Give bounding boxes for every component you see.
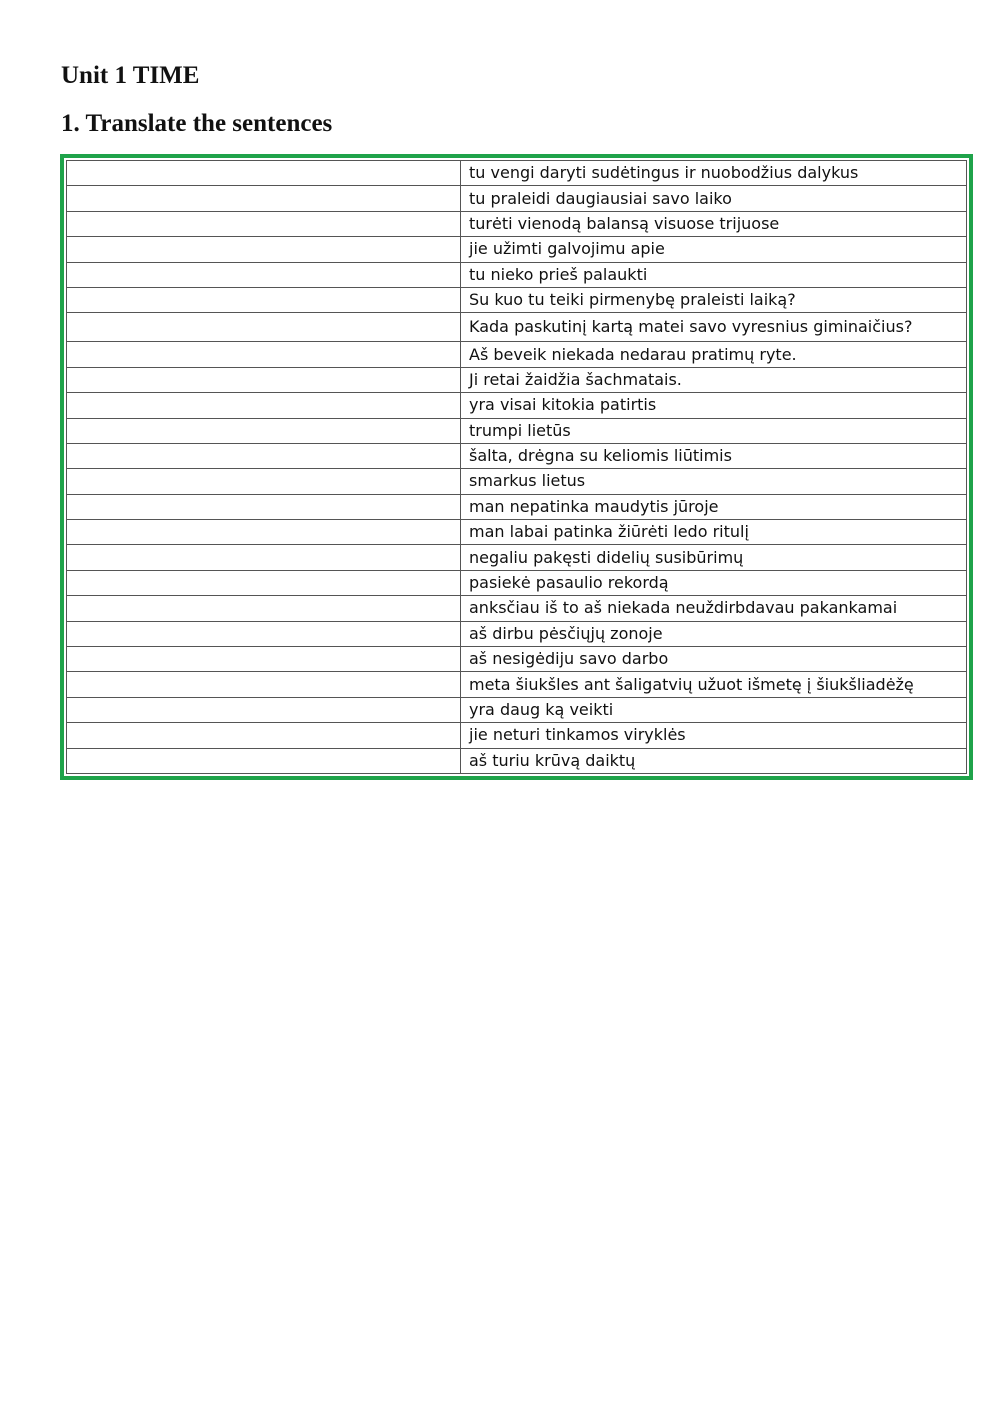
answer-input[interactable]: [67, 444, 460, 468]
table-row: [67, 545, 967, 570]
table-row: [67, 723, 967, 748]
answer-cell: [67, 697, 461, 722]
source-sentence: Kada paskutinį kartą matei savo vyresnius giminaičius?: [461, 313, 967, 342]
source-sentence: tu nieko prieš palaukti: [461, 262, 967, 287]
source-sentence: man labai patinka žiūrėti ledo ritulį: [461, 520, 967, 545]
answer-input[interactable]: [67, 212, 460, 236]
exercise-title: 1. Translate the sentences: [61, 110, 333, 137]
source-sentence: smarkus lietus: [461, 469, 967, 494]
translation-table-frame: [60, 154, 973, 780]
table-row: [67, 237, 967, 262]
table-row: [67, 186, 967, 211]
source-sentence: Aš beveik niekada nedarau pratimų ryte.: [461, 342, 967, 367]
source-sentence: jie neturi tinkamos viryklės: [461, 723, 967, 748]
answer-cell: [67, 313, 461, 342]
table-row: [67, 262, 967, 287]
source-sentence: tu vengi daryti sudėtingus ir nuobodžius dalykus: [461, 161, 967, 186]
table-row: [67, 418, 967, 443]
answer-cell: [67, 621, 461, 646]
translation-table: [66, 160, 967, 774]
answer-cell: [67, 418, 461, 443]
translation-table-body: [67, 161, 967, 774]
table-row: [67, 469, 967, 494]
source-sentence: man nepatinka maudytis jūroje: [461, 494, 967, 519]
source-sentence: šalta, drėgna su keliomis liūtimis: [461, 443, 967, 468]
answer-cell: [67, 161, 461, 186]
answer-input[interactable]: [67, 545, 460, 569]
table-row: [67, 287, 967, 312]
answer-input[interactable]: [67, 263, 460, 287]
answer-input[interactable]: [67, 723, 460, 747]
answer-input[interactable]: [67, 288, 460, 312]
answer-input[interactable]: [67, 698, 460, 722]
table-row: [67, 367, 967, 392]
source-sentence: Su kuo tu teiki pirmenybę praleisti laiką?: [461, 287, 967, 312]
table-row: [67, 697, 967, 722]
source-sentence: yra visai kitokia patirtis: [461, 393, 967, 418]
source-sentence: yra daug ką veikti: [461, 697, 967, 722]
answer-cell: [67, 393, 461, 418]
table-row: [67, 494, 967, 519]
table-row: [67, 596, 967, 621]
table-row: [67, 393, 967, 418]
answer-input[interactable]: [67, 571, 460, 595]
source-sentence: negaliu pakęsti didelių susibūrimų: [461, 545, 967, 570]
answer-cell: [67, 443, 461, 468]
answer-input[interactable]: [67, 520, 460, 544]
answer-cell: [67, 570, 461, 595]
answer-cell: [67, 237, 461, 262]
answer-cell: [67, 520, 461, 545]
answer-cell: [67, 596, 461, 621]
answer-input[interactable]: [67, 596, 460, 620]
source-sentence: anksčiau iš to aš niekada neuždirbdavau pakankamai: [461, 596, 967, 621]
table-row: [67, 161, 967, 186]
table-row: [67, 672, 967, 697]
answer-cell: [67, 262, 461, 287]
answer-input[interactable]: [67, 622, 460, 646]
source-sentence: aš dirbu pėsčiųjų zonoje: [461, 621, 967, 646]
answer-input[interactable]: [67, 186, 460, 210]
table-row: [67, 647, 967, 672]
answer-input[interactable]: [67, 469, 460, 493]
answer-cell: [67, 748, 461, 773]
answer-cell: [67, 342, 461, 367]
answer-cell: [67, 723, 461, 748]
source-sentence: pasiekė pasaulio rekordą: [461, 570, 967, 595]
answer-input[interactable]: [67, 419, 460, 443]
answer-input[interactable]: [67, 368, 460, 392]
answer-input[interactable]: [67, 495, 460, 519]
answer-input[interactable]: [67, 313, 460, 341]
table-row: [67, 570, 967, 595]
answer-cell: [67, 672, 461, 697]
answer-cell: [67, 469, 461, 494]
table-row: [67, 748, 967, 773]
table-row: [67, 313, 967, 342]
unit-title: Unit 1 TIME: [61, 62, 200, 89]
answer-cell: [67, 367, 461, 392]
answer-input[interactable]: [67, 237, 460, 261]
answer-cell: [67, 186, 461, 211]
answer-input[interactable]: [67, 647, 460, 671]
table-row: [67, 621, 967, 646]
answer-input[interactable]: [67, 161, 460, 185]
source-sentence: meta šiukšles ant šaligatvių užuot išmetę į šiukšliadėžę: [461, 672, 967, 697]
source-sentence: aš turiu krūvą daiktų: [461, 748, 967, 773]
answer-cell: [67, 647, 461, 672]
answer-input[interactable]: [67, 749, 460, 773]
source-sentence: Ji retai žaidžia šachmatais.: [461, 367, 967, 392]
table-row: [67, 211, 967, 236]
answer-cell: [67, 211, 461, 236]
table-row: [67, 342, 967, 367]
answer-input[interactable]: [67, 672, 460, 696]
answer-input[interactable]: [67, 342, 460, 366]
answer-cell: [67, 287, 461, 312]
source-sentence: trumpi lietūs: [461, 418, 967, 443]
table-row: [67, 443, 967, 468]
source-sentence: jie užimti galvojimu apie: [461, 237, 967, 262]
table-row: [67, 520, 967, 545]
answer-input[interactable]: [67, 393, 460, 417]
source-sentence: turėti vienodą balansą visuose trijuose: [461, 211, 967, 236]
answer-cell: [67, 545, 461, 570]
source-sentence: aš nesigėdiju savo darbo: [461, 647, 967, 672]
source-sentence: tu praleidi daugiausiai savo laiko: [461, 186, 967, 211]
answer-cell: [67, 494, 461, 519]
